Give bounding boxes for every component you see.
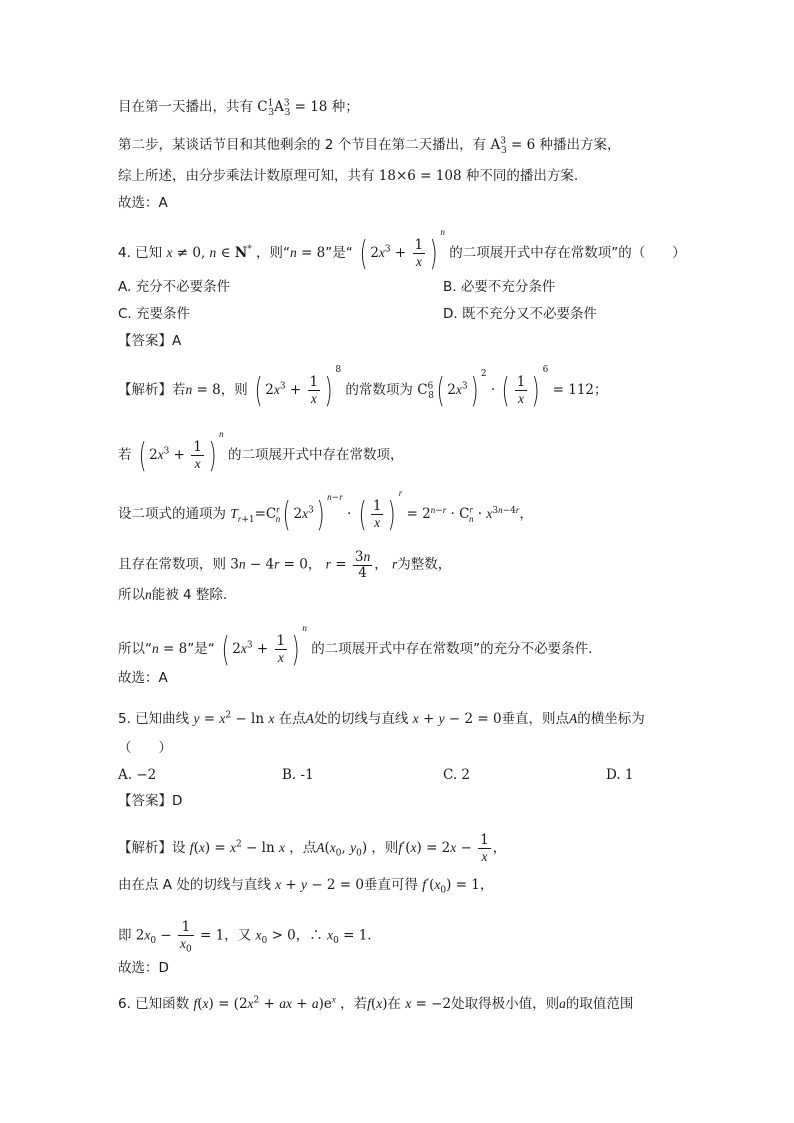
text-segment: 在	[387, 996, 401, 1012]
solution-line: 所以“n = 8”是“ ( $2x^3$ + $\frac{1}{x}$ )$^n$ 的二项展开式中存在常数项”的充分不必要条件.	[118, 623, 593, 670]
text-segment: ，∴	[295, 927, 323, 944]
text-segment: 处取得极小值，则	[451, 996, 560, 1012]
text-segment: 综上所述，由分步乘法计数原理可知，共有	[118, 168, 375, 184]
text-segment: 种不同的播出方案.	[465, 168, 579, 184]
text-segment: 所以	[118, 587, 145, 603]
text-segment: 若	[118, 447, 132, 463]
solution-line: 设二项式的通项为 $T_{r+1}=C^r_n$( $2x^3$) $^{n-r}$ · ( $\frac{1}{x}$ )$^r = 2^{n-r} \cdot C^r_n \cdot x^{3n-4r}$，	[118, 488, 533, 535]
option-a: A. −2	[118, 767, 157, 783]
text-segment: 的横坐标为	[577, 711, 645, 727]
text-segment: ，	[374, 556, 388, 573]
solution-line: 【解析】若n = 8，则 ( $2x^3$ + $\frac{1}{x}$ )$^8$ 的常数项为 $C^6_8$( $2x^3$) $^2$ · ( $\frac{1}{x}$ )$^6$ = 112；	[118, 365, 608, 411]
text-segment: 的取值范围	[565, 996, 634, 1012]
text-segment: ”是“	[325, 245, 353, 261]
text-segment: ，又	[224, 927, 252, 944]
text-segment: 第二步，某谈话节目和其他剩余的 2 个节目在第二天播出，有	[118, 137, 487, 153]
option-d: D. 1	[606, 767, 634, 783]
text-segment: ，则“	[256, 245, 291, 261]
answer: 【答案】D	[118, 793, 183, 809]
text-segment: ，则	[371, 840, 399, 856]
text-segment: ，若	[340, 996, 368, 1012]
text-segment: ，	[307, 556, 322, 573]
question-5: 5. 已知曲线 $y = x^2 - \ln x$ 在点A处的切线与直线 x + y − 2 = 0垂直，则点A的横坐标为	[118, 710, 645, 727]
text-segment: 6. 已知函数	[118, 996, 190, 1012]
text-segment: 【解析】若	[118, 382, 186, 398]
selection: 故选：A	[118, 670, 168, 686]
text-line: 故选：A	[118, 195, 168, 211]
paren: （ ）	[118, 740, 172, 756]
text-segment: 即	[118, 927, 132, 944]
text-segment: 处的切线与直线	[313, 711, 409, 727]
text-line	[118, 170, 578, 184]
option-d: D. 既不充分又不必要条件	[443, 306, 597, 322]
question-4: 4. 已知 x ≠ 0, n ∈ N* ，则“n = 8”是“ ( $2x^3$ + $\frac{1}{x}$ )$^n$ 的二项展开式中存在常数项”的（ ）	[118, 227, 686, 274]
answer: 【答案】A	[118, 333, 182, 349]
text-segment: 设二项式的通项为	[118, 506, 226, 522]
text-segment: = 112；	[552, 382, 608, 398]
solution-line: 若 ( $2x^3$ + $\frac{1}{x}$ )$^n$ 的二项展开式中存在常数项，	[118, 429, 404, 476]
option-b: B. -1	[282, 767, 314, 783]
text-segment: 4. 已知	[118, 245, 163, 261]
text-segment: ，点	[289, 840, 317, 856]
text-segment: 由在点 A 处的切线与直线	[118, 877, 271, 893]
text-segment: 的常数项为	[345, 382, 413, 398]
solution-line: 即 $2x_0$ − $\frac{1}{x_0}$ = 1，又 $x_0 > 0$，∴ $x_0 = 1$.	[118, 919, 372, 955]
text-segment: 种播出方案，	[539, 137, 621, 153]
text-segment: 的二项展开式中存在常数项”的（ ）	[449, 245, 686, 261]
text-segment: 的二项展开式中存在常数项”的充分不必要条件.	[311, 641, 593, 657]
option-c: C. 2	[443, 767, 471, 783]
text-segment: 【解析】设	[118, 840, 186, 856]
solution-line: 所以n能被 4 整除.	[118, 587, 228, 603]
text-segment: 目在第一天播出，共有	[118, 99, 253, 115]
text-segment: 的二项展开式中存在常数项，	[227, 447, 404, 463]
math-expression: 18×6 = 108	[378, 168, 462, 184]
solution-line: 由在点 A 处的切线与直线 x + y − 2 = 0垂直可得 $f'(x_0) = 1$，	[118, 877, 494, 896]
option-a: A. 充分不必要条件	[118, 279, 231, 295]
text-segment: ，则	[220, 382, 248, 398]
text-segment: 所以“	[118, 641, 152, 657]
text-segment: ”是“	[187, 641, 215, 657]
question-6: 6. 已知函数 $f(x) = (2x^2$ + ax + $a)e^x$ ，若f(x)在 x = −2处取得极小值，则a的取值范围	[118, 994, 634, 1012]
option-c: C. 充要条件	[118, 306, 191, 322]
text-segment: 种；	[331, 99, 359, 115]
option-b: B. 必要不充分条件	[443, 279, 556, 295]
text-line: 第二步，某谈话节目和其他剩余的 2 个节目在第二天播出，有 $A^3_3 = 6$ 种播出方案，	[118, 136, 621, 156]
text-segment: 能被 4 整除.	[151, 587, 228, 603]
text-segment: 垂直，则点	[501, 711, 570, 727]
text-line: 目在第一天播出，共有 $C^1_3A^3_3 = 18$ 种；	[118, 98, 359, 118]
text-segment: 垂直可得	[364, 877, 418, 893]
solution-line: 【解析】设 $f(x) = x^2 - \ln x$ ，点$A(x_0$, $y_0$) ，则f′(x) = 2x − $\frac{1}{x}$ ，	[118, 832, 507, 864]
selection: 故选：D	[118, 960, 169, 976]
solution-line: 且存在常数项，则 3n − 4r = 0， r = $\frac{3n}{4}$ ， r为整数，	[118, 549, 452, 581]
text-segment: 在点	[278, 711, 306, 727]
text-segment: 且存在常数项，则	[118, 556, 226, 573]
text-segment: 5. 已知曲线	[118, 711, 190, 727]
text-segment: 为整数，	[397, 556, 452, 573]
